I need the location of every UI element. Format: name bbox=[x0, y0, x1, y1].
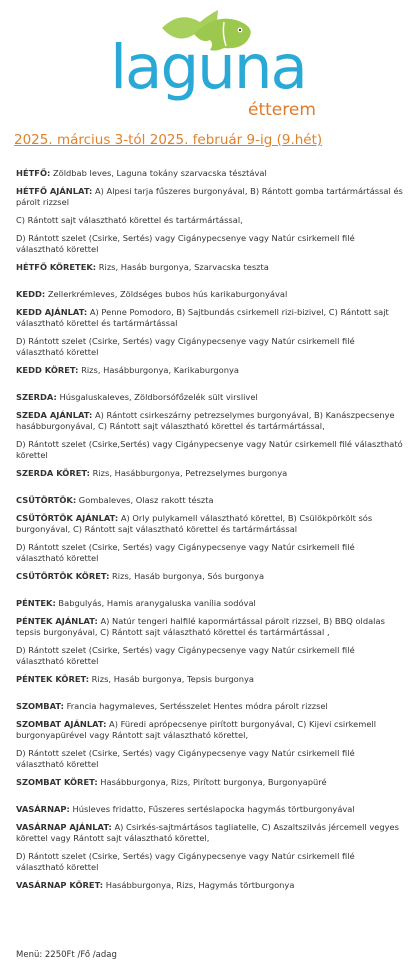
menu-line bbox=[16, 410, 404, 432]
menu-line-label: PÉNTEK AJÁNLAT: bbox=[16, 616, 98, 626]
menu-line-label: KEDD KÖRET: bbox=[16, 365, 79, 375]
menu-line bbox=[16, 719, 404, 741]
day-section bbox=[16, 495, 404, 582]
week-date-heading: 2025. március 3-tól 2025. február 9-ig (9.hét) bbox=[14, 132, 323, 148]
day-section bbox=[16, 701, 404, 788]
menu-line-text: A) Csirkés-sajtmártásos tagliatelle, C) Aszaltszilvás jércemell vegyes körettel vagy Rántott sajt választható körettel, bbox=[16, 822, 399, 843]
day-section bbox=[16, 168, 404, 273]
menu-line-label: VASÁRNAP AJÁNLAT: bbox=[16, 822, 112, 832]
menu-line-text: A) Orly pulykamell választható körettel, B) Csülökpörkölt sós burgonyával, C) Rántott sajt választható körettel és tartármártással bbox=[16, 513, 373, 534]
menu-line-text: Húsgaluskaleves, Zöldborsófőzelék sült virslivel bbox=[56, 392, 258, 402]
menu-line-label: HÉTFŐ: bbox=[16, 168, 51, 178]
brand-subtitle: étterem bbox=[248, 100, 316, 120]
menu-line-text: Babgulyás, Hamis aranygaluska vanília sodóval bbox=[55, 598, 256, 608]
menu-line-label: KEDD AJÁNLAT: bbox=[16, 307, 88, 317]
menu-line-text: Húsleves fridatto, Fűszeres sertéslapocka hagymás törtburgonyával bbox=[69, 804, 355, 814]
menu-line bbox=[16, 822, 404, 844]
menu-line-text: A) Penne Pomodoro, B) Sajtbundás csirkemell rizi-bizivel, C) Rántott sajt választható körettel és tartármártással bbox=[16, 307, 389, 328]
menu-line-text: Hasábburgonya, Rizs, Pirított burgonya, Burgonyapüré bbox=[97, 777, 327, 787]
menu-line-text: D) Rántott szelet (Csirke, Sertés) vagy Cigánypecsenye vagy Natúr csirkemell filé választható körettel bbox=[16, 336, 355, 357]
menu-line bbox=[16, 851, 404, 873]
menu-line-label: CSÜTÖRTÖK AJÁNLAT: bbox=[16, 513, 119, 523]
menu-line-label: HÉTFŐ AJÁNLAT: bbox=[16, 186, 93, 196]
menu-line-text: Zellerkrémleves, Zöldséges bubos hús karikaburgonyával bbox=[45, 289, 288, 299]
menu-line bbox=[16, 233, 404, 255]
menu-line bbox=[16, 645, 404, 667]
menu-line-label: SZOMBAT AJÁNLAT: bbox=[16, 719, 107, 729]
menu-line bbox=[16, 748, 404, 770]
menu-line-label: PÉNTEK: bbox=[16, 598, 56, 608]
menu-line bbox=[16, 307, 404, 329]
menu-line-text: Rizs, Hasáb burgonya, Tepsis burgonya bbox=[89, 674, 254, 684]
menu-line-label: CSÜTÖRTÖK KÖRET: bbox=[16, 571, 110, 581]
menu-line bbox=[16, 880, 404, 891]
menu-line-text: C) Rántott sajt választható körettel és tartármártással, bbox=[16, 215, 243, 225]
menu-line bbox=[16, 495, 404, 506]
menu-line bbox=[16, 804, 404, 815]
menu-line bbox=[16, 168, 404, 179]
menu-line-label: KEDD: bbox=[16, 289, 46, 299]
menu-line bbox=[16, 392, 404, 403]
menu-line-text: Rizs, Hasáb burgonya, Szarvacska teszta bbox=[96, 262, 269, 272]
day-section bbox=[16, 289, 404, 376]
menu-line bbox=[16, 616, 404, 638]
menu-line-label: SZEDA AJÁNLAT: bbox=[16, 410, 93, 420]
menu-line-text: D) Rántott szelet (Csirke,Sertés) vagy Cigánypecsenye vagy Natúr csirkemell filé választható körettel bbox=[16, 439, 403, 460]
menu-line bbox=[16, 777, 404, 788]
menu-line bbox=[16, 215, 404, 226]
menu-line-text: D) Rántott szelet (Csirke, Sertés) vagy Cigánypecsenye vagy Natúr csirkemell filé választható körettel bbox=[16, 233, 355, 254]
menu-line-text: Zöldbab leves, Laguna tokány szarvacska tésztával bbox=[50, 168, 267, 178]
menu-line-text: A) Füredi aprópecsenye pirított burgonyával, C) Kijevi csirkemell burgonyapürével vagy Rántott sajt választható körettel, bbox=[16, 719, 377, 740]
menu-line-text: D) Rántott szelet (Csirke, Sertés) vagy Cigánypecsenye vagy Natúr csirkemell filé választható körettel bbox=[16, 645, 355, 666]
menu-line bbox=[16, 365, 404, 376]
menu-line bbox=[16, 542, 404, 564]
menu-line bbox=[16, 513, 404, 535]
menu-line-text: A) Natúr tengeri halfilé kapormártással párolt rizzsel, B) BBQ oldalas tepsis burgonyával, C) Rántott sajt választható körettel és tartármártással , bbox=[16, 616, 385, 637]
menu-line bbox=[16, 336, 404, 358]
menu-line-label: SZOMBAT: bbox=[16, 701, 64, 711]
menu-line bbox=[16, 674, 404, 685]
weekly-menu bbox=[16, 168, 404, 898]
menu-line-label: SZOMBAT KÖRET: bbox=[16, 777, 98, 787]
menu-price: Menü: 2250Ft /Fő /adag bbox=[16, 950, 117, 960]
menu-line-text: Francia hagymaleves, Sertésszelet Hentes módra párolt rizzsel bbox=[63, 701, 328, 711]
laguna-logo bbox=[0, 0, 416, 128]
menu-line-label: CSÜTÖRTÖK: bbox=[16, 495, 77, 505]
menu-line bbox=[16, 262, 404, 273]
menu-line bbox=[16, 701, 404, 712]
menu-line-text: Rizs, Hasábburgonya, Petrezselymes burgonya bbox=[89, 468, 288, 478]
day-section bbox=[16, 804, 404, 891]
menu-line-text: A) Rántott csirkeszárny petrezselymes burgonyával, B) Kanászpecsenye hasábburgonyával, C) Rántott sajt választható körettel és tartármártással, bbox=[16, 410, 395, 431]
menu-line-label: SZERDA KÖRET: bbox=[16, 468, 90, 478]
brand-name: laguna bbox=[110, 32, 306, 103]
menu-line-text: D) Rántott szelet (Csirke, Sertés) vagy Cigánypecsenye vagy Natúr csirkemell filé választható körettel bbox=[16, 851, 355, 872]
menu-line bbox=[16, 439, 404, 461]
menu-line-text: A) Alpesi tarja fűszeres burgonyával, B) Rántott gomba tartármártással és párolt rizzsel bbox=[16, 186, 403, 207]
day-section bbox=[16, 598, 404, 685]
menu-line-text: Rizs, Hasáb burgonya, Sós burgonya bbox=[109, 571, 265, 581]
menu-line bbox=[16, 571, 404, 582]
menu-line-label: SZERDA: bbox=[16, 392, 57, 402]
menu-line bbox=[16, 468, 404, 479]
menu-line-label: VASÁRNAP KÖRET: bbox=[16, 880, 104, 890]
menu-line bbox=[16, 186, 404, 208]
menu-line-text: Rizs, Hasábburgonya, Karikaburgonya bbox=[78, 365, 239, 375]
menu-line-text: D) Rántott szelet (Csirke, Sertés) vagy Cigánypecsenye vagy Natúr csirkemell filé választható körettel bbox=[16, 748, 355, 769]
menu-line-text: Gombaleves, Olasz rakott tészta bbox=[76, 495, 214, 505]
menu-line-label: HÉTFŐ KÖRETEK: bbox=[16, 262, 97, 272]
menu-line-text: D) Rántott szelet (Csirke, Sertés) vagy Cigánypecsenye vagy Natúr csirkemell filé választható körettel bbox=[16, 542, 355, 563]
menu-line bbox=[16, 289, 404, 300]
menu-line-text: Hasábburgonya, Rizs, Hagymás törtburgonya bbox=[103, 880, 295, 890]
menu-line-label: PÉNTEK KÖRET: bbox=[16, 674, 90, 684]
menu-line bbox=[16, 598, 404, 609]
day-section bbox=[16, 392, 404, 479]
menu-line-label: VASÁRNAP: bbox=[16, 804, 70, 814]
